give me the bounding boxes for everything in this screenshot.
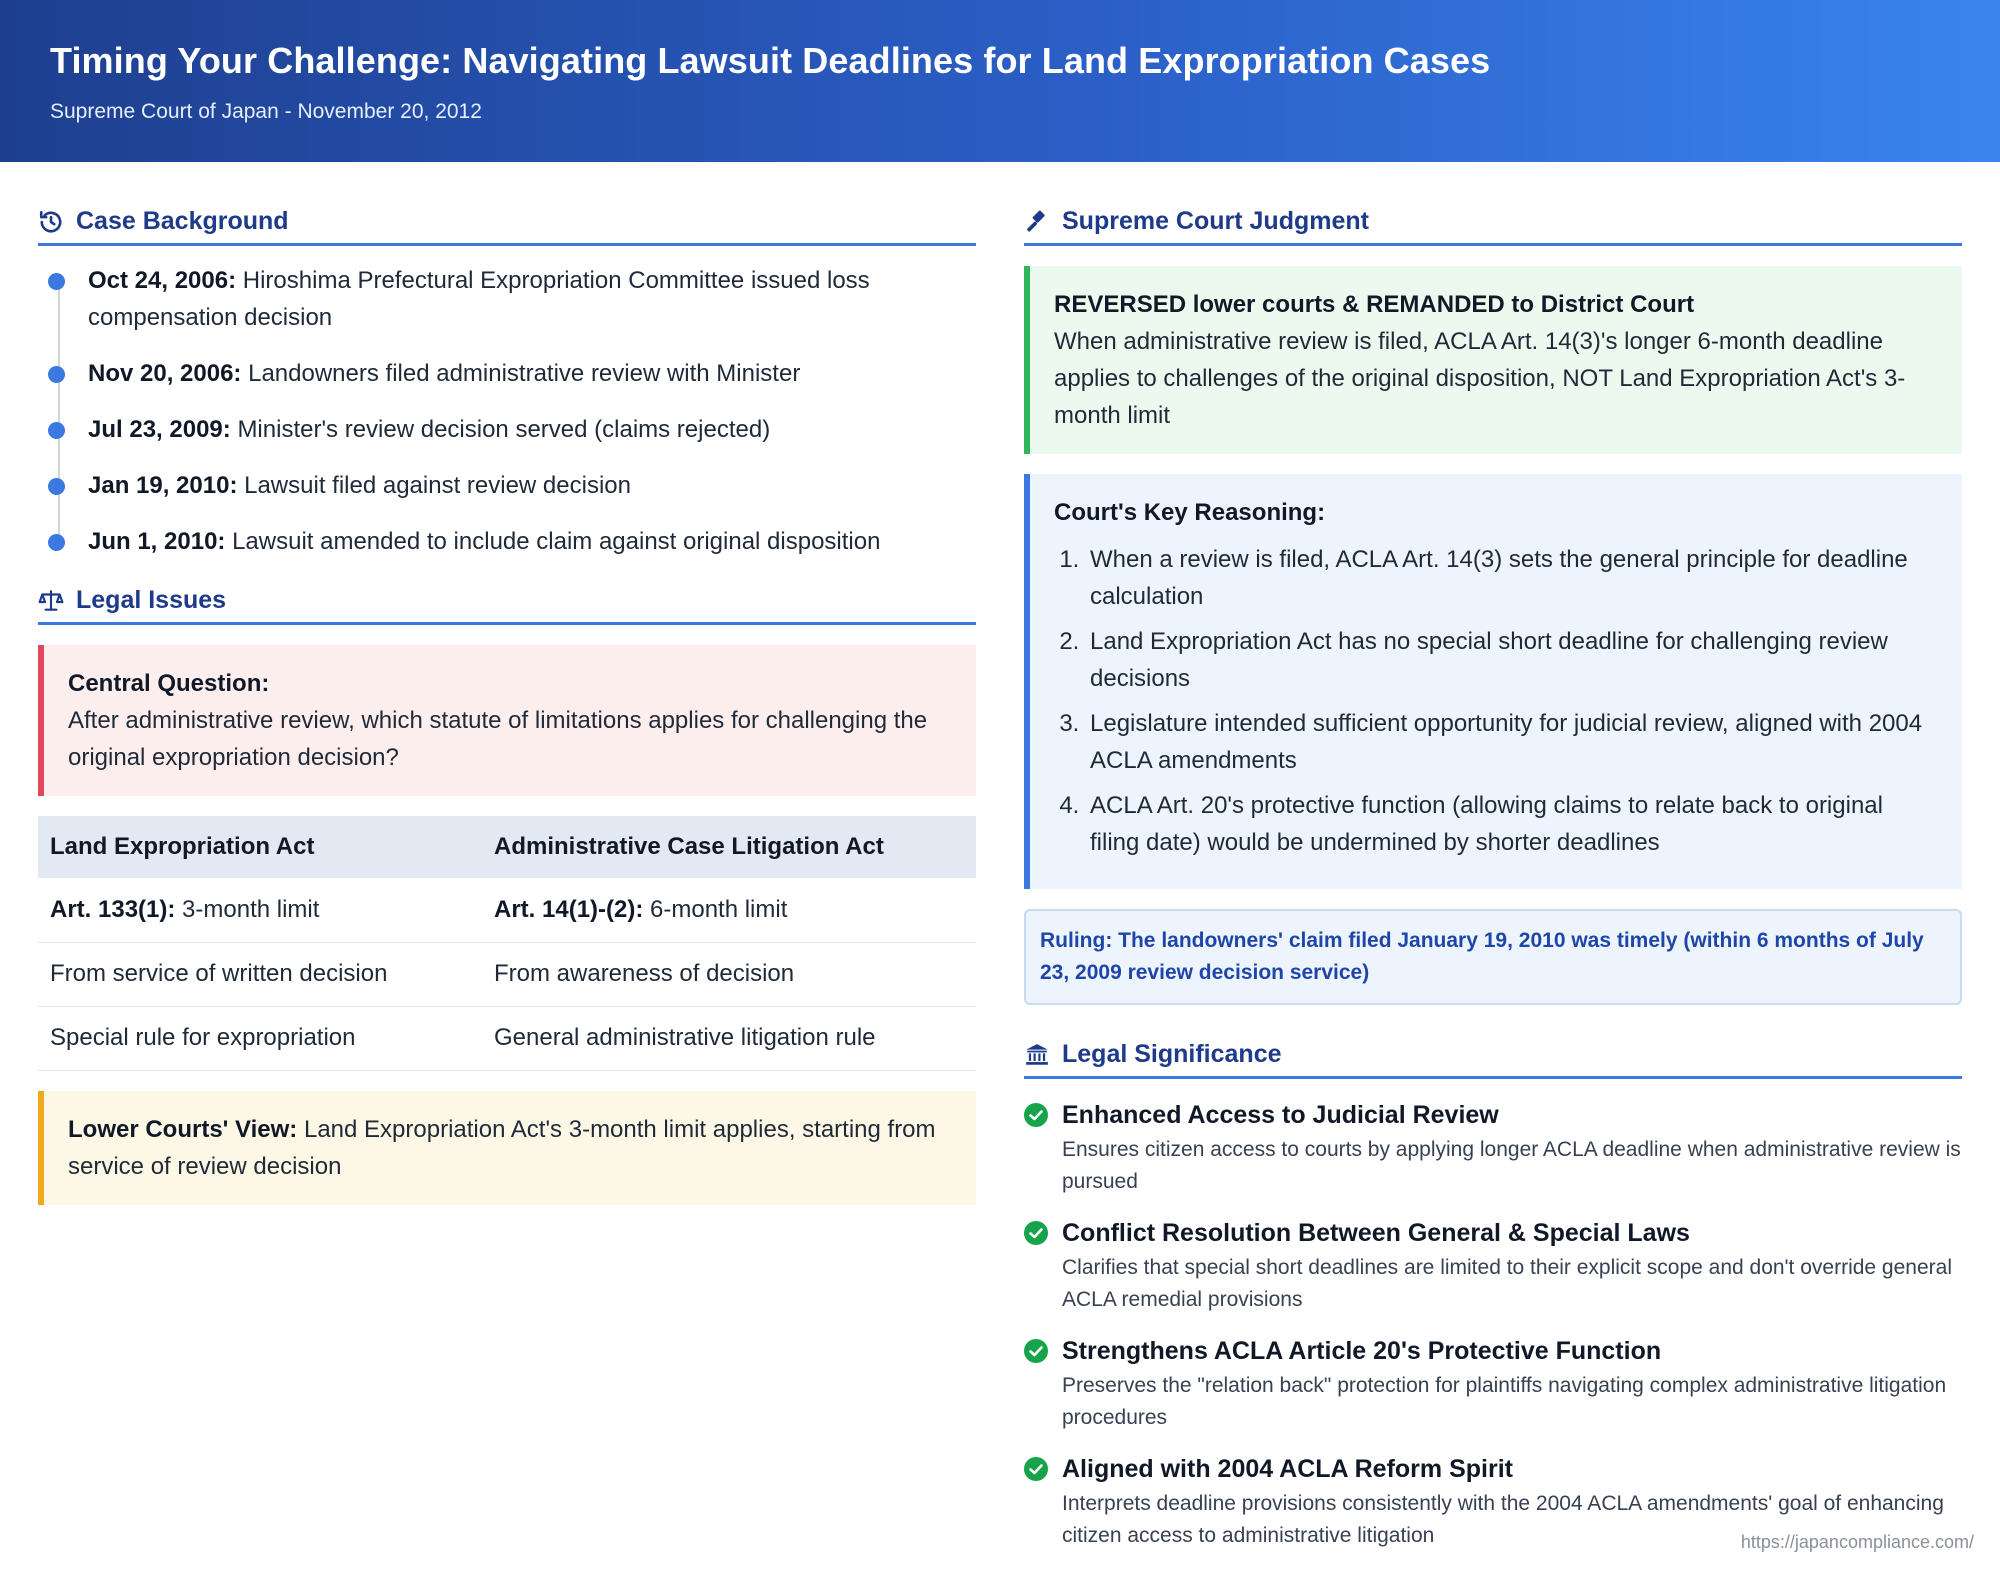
ruling-box: Ruling: The landowners' claim filed January 19, 2010 was timely (within 6 months of July 23, 2009 review decision service) xyxy=(1024,909,1962,1005)
timeline-dot xyxy=(48,366,65,383)
holding-text: When administrative review is filed, ACLA Art. 14(3)'s longer 6-month deadline applies to challenges of the original disposition, NOT Land Expropriation Act's 3-month limit xyxy=(1054,328,1906,429)
timeline-dot xyxy=(48,422,65,439)
reasoning-list xyxy=(1054,541,1938,861)
timeline-item xyxy=(88,355,976,392)
timeline-item xyxy=(88,467,976,504)
cell-text: 6-month limit xyxy=(650,895,788,923)
timeline-dot xyxy=(48,534,65,551)
lower-courts-card xyxy=(38,1091,976,1205)
timeline-date: Oct 24, 2006: xyxy=(88,267,237,294)
table-header: Administrative Case Litigation Act xyxy=(482,816,976,878)
list-item: 3. Legislature intended sufficient opportunity for judicial review, aligned with 2004 ACLA amendments xyxy=(1086,705,1938,779)
significance-desc: Clarifies that special short deadlines are limited to their explicit scope and don't override general ACLA remedial provisions xyxy=(1062,1256,1952,1311)
timeline-text: Hiroshima Prefectural Expropriation Committee issued loss compensation decision xyxy=(88,267,870,331)
significance-list xyxy=(1024,1099,1962,1552)
significance-title: Conflict Resolution Between General & Special Laws xyxy=(1062,1219,1690,1247)
comparison-table xyxy=(38,816,976,1071)
timeline xyxy=(38,262,976,560)
section-title: Legal Significance xyxy=(1062,1040,1282,1068)
page-header xyxy=(0,0,2000,162)
significance-title: Aligned with 2004 ACLA Reform Spirit xyxy=(1062,1455,1513,1483)
timeline-date: Jan 19, 2010: xyxy=(88,472,238,499)
section-title: Legal Issues xyxy=(76,586,227,614)
cell-label: Art. 14(1)-(2): xyxy=(494,895,644,923)
timeline-item xyxy=(88,523,976,560)
section-title: Case Background xyxy=(76,207,289,235)
list-item: 2. Land Expropriation Act has no special short deadline for challenging review decisions xyxy=(1086,623,1938,697)
central-question-text: After administrative review, which statute of limitations applies for challenging the original expropriation decision? xyxy=(68,707,928,771)
significance-desc: Preserves the "relation back" protection for plaintiffs navigating complex administrative litigation procedures xyxy=(1062,1374,1947,1429)
table-cell: From service of written decision xyxy=(38,942,482,1006)
timeline-text: Landowners filed administrative review with Minister xyxy=(248,360,801,387)
central-question-label: Central Question: xyxy=(68,670,270,697)
significance-desc: Interprets deadline provisions consistently with the 2004 ACLA amendments' goal of enhancing citizen access to administrative litigation xyxy=(1062,1492,1944,1547)
timeline-text: Lawsuit amended to include claim against original disposition xyxy=(232,528,881,555)
check-circle-icon xyxy=(1024,1457,1048,1481)
list-item: 4. ACLA Art. 20's protective function (allowing claims to relate back to original filing date) would be undermined by shorter deadlines xyxy=(1086,787,1938,861)
reasoning-title: Court's Key Reasoning: xyxy=(1054,499,1326,526)
right-column xyxy=(1024,200,1962,1571)
list-item xyxy=(1024,1099,1962,1198)
table-row xyxy=(38,878,976,942)
table-row xyxy=(38,1006,976,1070)
table-cell: From awareness of decision xyxy=(482,942,976,1006)
table-header-row xyxy=(38,816,976,878)
significance-title: Enhanced Access to Judicial Review xyxy=(1062,1101,1499,1129)
table-cell: Special rule for expropriation xyxy=(38,1006,482,1070)
cell-text: 3-month limit xyxy=(182,895,320,923)
timeline-date: Jul 23, 2009: xyxy=(88,416,231,443)
lower-courts-label: Lower Courts' View: xyxy=(68,1115,298,1143)
list-item xyxy=(1024,1217,1962,1316)
timeline-item xyxy=(88,262,976,336)
central-question-card xyxy=(38,645,976,796)
table-row xyxy=(38,942,976,1006)
check-circle-icon xyxy=(1024,1221,1048,1245)
section-legal-issues xyxy=(38,579,976,625)
section-title: Supreme Court Judgment xyxy=(1062,207,1369,235)
gavel-icon xyxy=(1024,209,1050,235)
holding-card xyxy=(1024,266,1962,454)
significance-title: Strengthens ACLA Article 20's Protective Function xyxy=(1062,1337,1662,1365)
history-icon xyxy=(38,209,64,235)
page-title: Timing Your Challenge: Navigating Lawsuit Deadlines for Land Expropriation Cases xyxy=(50,40,1491,81)
check-circle-icon xyxy=(1024,1103,1048,1127)
timeline-item xyxy=(88,411,976,448)
institution-icon xyxy=(1024,1042,1050,1068)
timeline-text: Minister's review decision served (claims rejected) xyxy=(237,416,771,443)
timeline-date: Jun 1, 2010: xyxy=(88,528,226,555)
list-item xyxy=(1024,1335,1962,1434)
left-column xyxy=(38,200,976,1205)
table-cell xyxy=(38,878,482,942)
significance-desc: Ensures citizen access to courts by applying longer ACLA deadline when administrative review is pursued xyxy=(1062,1138,1961,1193)
timeline-date: Nov 20, 2006: xyxy=(88,360,242,387)
holding-title: REVERSED lower courts & REMANDED to District Court xyxy=(1054,291,1695,318)
table-cell: General administrative litigation rule xyxy=(482,1006,976,1070)
check-circle-icon xyxy=(1024,1339,1048,1363)
cell-label: Art. 133(1): xyxy=(50,895,176,923)
reasoning-card xyxy=(1024,474,1962,889)
table-cell xyxy=(482,878,976,942)
timeline-line xyxy=(58,284,60,542)
scales-icon xyxy=(38,588,64,614)
footer-url[interactable]: https://japancompliance.com/ xyxy=(1740,1532,1974,1552)
page-subtitle: Supreme Court of Japan - November 20, 2012 xyxy=(50,100,482,123)
timeline-dot xyxy=(48,478,65,495)
section-judgment xyxy=(1024,200,1962,246)
section-case-background xyxy=(38,200,976,246)
table-header: Land Expropriation Act xyxy=(38,816,482,878)
lower-courts-text: Land Expropriation Act's 3-month limit applies, starting from service of review decision xyxy=(68,1115,936,1180)
section-significance xyxy=(1024,1033,1962,1079)
list-item: 1. When a review is filed, ACLA Art. 14(3) sets the general principle for deadline calculation xyxy=(1086,541,1938,615)
timeline-dot xyxy=(48,273,65,290)
timeline-text: Lawsuit filed against review decision xyxy=(244,472,631,499)
